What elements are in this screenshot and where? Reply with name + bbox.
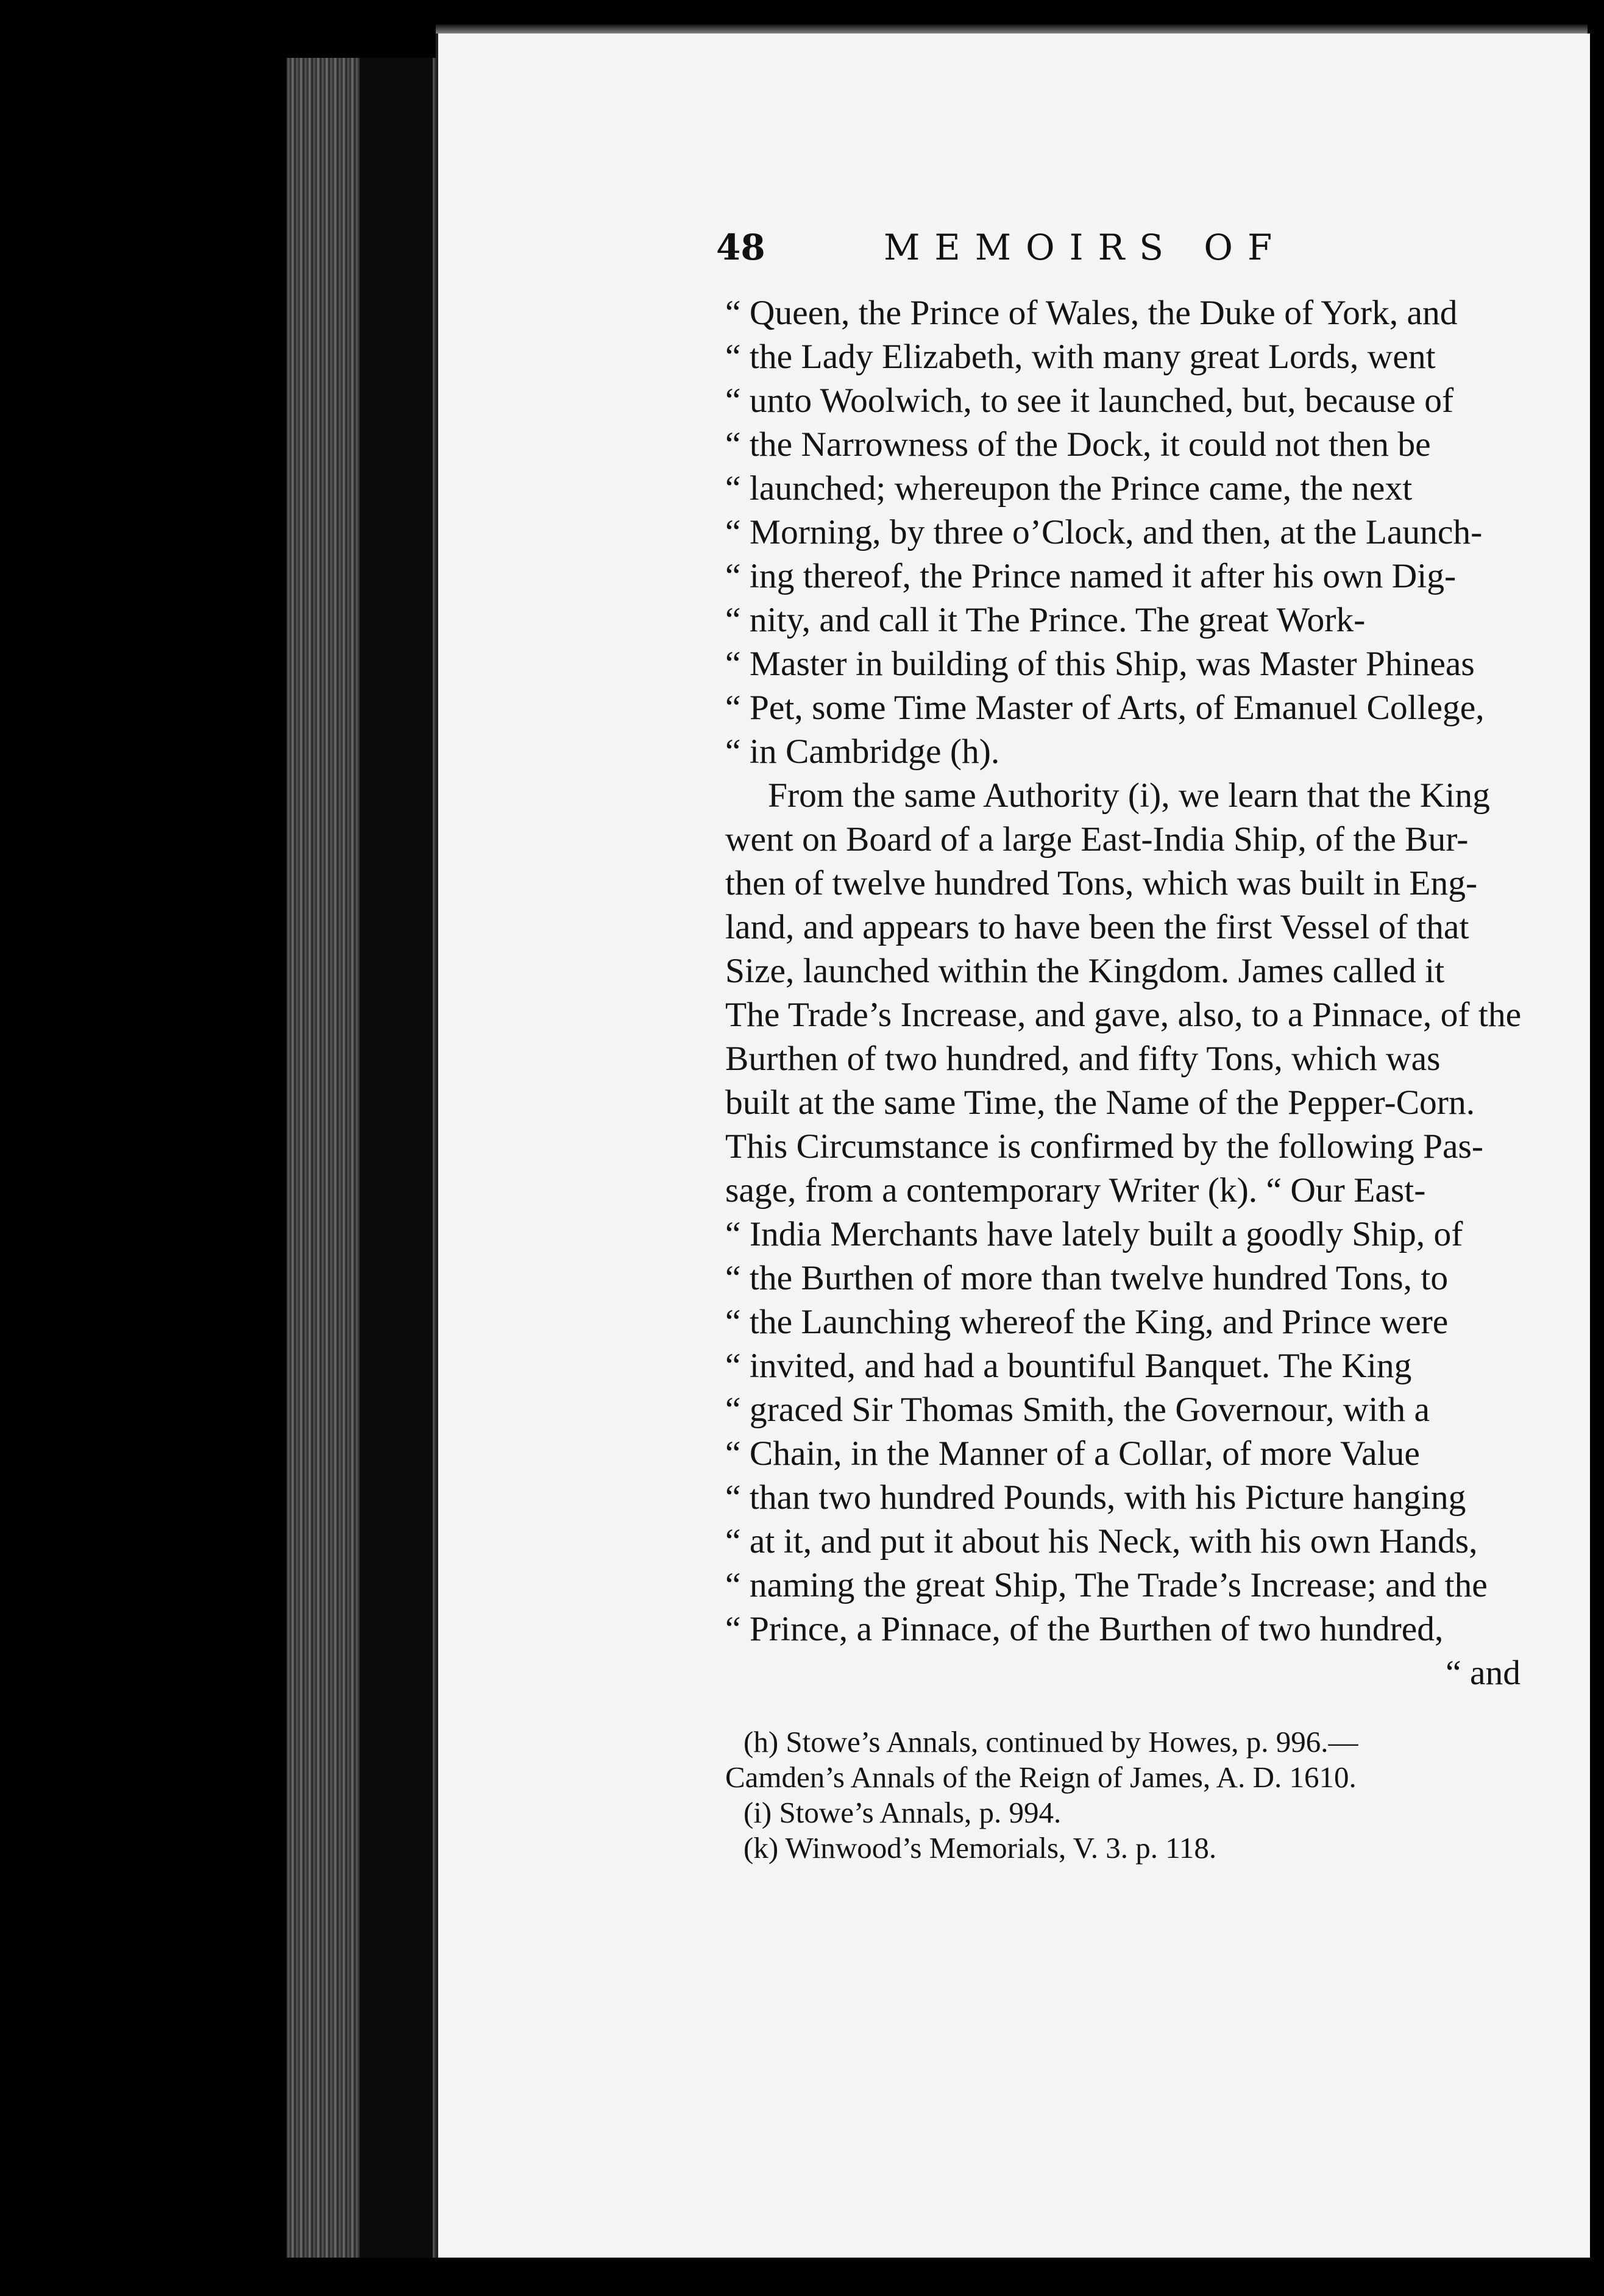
- text-line: “ invited, and had a bountiful Banquet. The King: [725, 1347, 1412, 1385]
- text-line: “ at it, and put it about his Neck, with his own Hands,: [725, 1522, 1478, 1561]
- text-line: This Circumstance is confirmed by the following Pas-: [725, 1127, 1483, 1166]
- running-head: MEMOIRS OF: [884, 227, 1287, 268]
- footnotes: [725, 1724, 1517, 1866]
- footnote-k: (k) Winwood’s Memorials, V. 3. p. 118.: [743, 1831, 1217, 1865]
- footnote-h: (h) Stowe’s Annals, continued by Howes, p. 996.—: [743, 1725, 1358, 1759]
- catchword: “ and: [1446, 1654, 1521, 1692]
- text-line: “ nity, and call it The Prince. The great Work-: [725, 601, 1366, 639]
- text-line: “ Morning, by three o’Clock, and then, at the Launch-: [725, 513, 1483, 551]
- page-header: [716, 227, 1374, 282]
- body-text: [725, 291, 1527, 1695]
- text-line: “ the Launching whereof the King, and Prince were: [725, 1303, 1449, 1341]
- text-line: “ the Narrowness of the Dock, it could not then be: [725, 425, 1431, 464]
- text-line: “ than two hundred Pounds, with his Picture hanging: [725, 1478, 1466, 1517]
- text-line: “ in Cambridge (h).: [725, 732, 1000, 771]
- text-line: then of twelve hundred Tons, which was built in Eng-: [725, 864, 1478, 902]
- text-line: The Trade’s Increase, and gave, also, to a Pinnace, of the: [725, 996, 1522, 1034]
- text-line: “ launched; whereupon the Prince came, the next: [725, 469, 1413, 508]
- text-line: “ unto Woolwich, to see it launched, but, because of: [725, 381, 1454, 420]
- page-number: 48: [716, 227, 765, 268]
- text-line: “ Pet, some Time Master of Arts, of Emanuel College,: [725, 689, 1485, 727]
- text-line: sage, from a contemporary Writer (k). “ Our East-: [725, 1171, 1426, 1210]
- text-line: Burthen of two hundred, and fifty Tons, which was: [725, 1040, 1441, 1078]
- footnote-h-continued: Camden’s Annals of the Reign of James, A. D. 1610.: [725, 1760, 1357, 1794]
- text-line: land, and appears to have been the first Vessel of that: [725, 908, 1469, 946]
- text-line: “ naming the great Ship, The Trade’s Increase; and the: [725, 1566, 1488, 1604]
- text-line: “ the Lady Elizabeth, with many great Lords, went: [725, 338, 1436, 376]
- text-line: “ Master in building of this Ship, was Master Phineas: [725, 645, 1475, 683]
- text-line: “ India Merchants have lately built a goodly Ship, of: [725, 1215, 1463, 1253]
- paragraph-start-line: From the same Authority (i), we learn that the King: [768, 776, 1490, 815]
- text-line: went on Board of a large East-India Ship, of the Bur-: [725, 820, 1469, 859]
- text-line: “ ing thereof, the Prince named it after his own Dig-: [725, 557, 1457, 595]
- text-line: Size, launched within the Kingdom. James called it: [725, 952, 1445, 990]
- text-line: “ Chain, in the Manner of a Collar, of more Value: [725, 1434, 1420, 1473]
- text-line: “ the Burthen of more than twelve hundred Tons, to: [725, 1259, 1449, 1297]
- text-line: “ Prince, a Pinnace, of the Burthen of two hundred,: [725, 1610, 1444, 1648]
- book-binding-shadow: [360, 58, 433, 2258]
- text-line: “ graced Sir Thomas Smith, the Governour, with a: [725, 1391, 1430, 1429]
- footnote-i: (i) Stowe’s Annals, p. 994.: [743, 1796, 1062, 1829]
- text-line: “ Queen, the Prince of Wales, the Duke of York, and: [725, 294, 1458, 332]
- text-line: built at the same Time, the Name of the Pepper-Corn.: [725, 1083, 1475, 1122]
